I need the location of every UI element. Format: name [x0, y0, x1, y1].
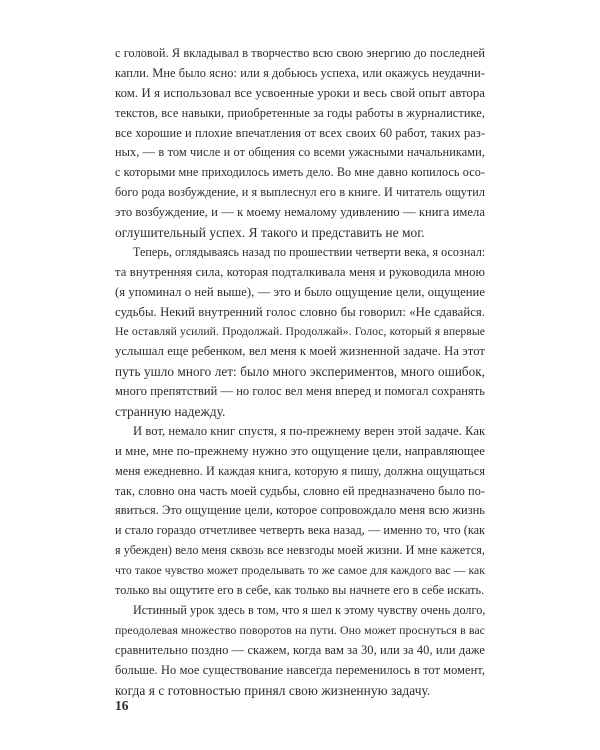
text-line: с которыми мне приходилось иметь дело. Во мне давно копилось осо- [115, 165, 485, 180]
text-line: все хорошие и плохие впечатления от всех своих 60 работ, таких раз- [115, 125, 485, 140]
text-line: что такое чувство может проделывать то же самое для каждого вас — как [115, 564, 485, 578]
text-line: только вы ощутите его в себе, как только вы начнете его в себе искать. [115, 583, 485, 598]
text-line: и стало гораздо отчетливее четверть века назад, — именно то, что (как [115, 523, 485, 538]
text-line: так, словно она часть моей судьбы, словно ей предназначено было по- [115, 483, 485, 498]
text-line: услышал еще ребенком, вел меня к моей жизненной задаче. На этот [115, 344, 485, 359]
text-line: Теперь, оглядываясь назад по прошествии четверти века, я осознал: [133, 244, 486, 259]
text-line: больше. Но мое существование навсегда переменилось в тот момент, [115, 662, 485, 677]
text-line: я убежден) вело меня сквозь все невзгоды моей жизни. И мне кажется, [115, 543, 485, 558]
paragraph-1 [115, 44, 485, 243]
text-line: преодолевая множество поворотов на пути. Оно может проснуться в вас [115, 622, 485, 637]
text-line: та внутренняя сила, которая подталкивала меня и руководила мною [115, 264, 485, 279]
text-line: ком. И я использовал все усвоенные уроки и весь свой опыт автора [115, 85, 485, 100]
text-line: оглушительный успех. Я такого и представить не мог. [115, 225, 425, 241]
paragraph-2 [115, 243, 485, 422]
text-line: странную надежду. [115, 404, 226, 420]
text-line: бого рода возбуждение, и я выплеснул его в книге. И читатель ощутил [115, 185, 485, 200]
text-line: много препятствий — но голос вел меня вперед и помогал сохранять [115, 384, 485, 399]
text-line: текстов, все навыки, приобретенные за годы работы в журналистике, [115, 105, 485, 120]
text-line: сравнительно поздно — скажем, когда вам за 30, или за 40, или даже [115, 642, 485, 657]
page-number: 16 [115, 698, 129, 713]
text-line: судьбы. Некий внутренний голос словно бы говорил: «Не сдавайся. [115, 304, 485, 319]
text-line: ных, — в том числе и от общения со всеми ужасными начальниками, [115, 145, 485, 160]
text-line: Истинный урок здесь в том, что я шел к этому чувству очень долго, [133, 602, 486, 617]
text-line: (я упоминал о ней выше), — это и было ощущение цели, ощущение [115, 284, 485, 299]
text-line: когда я с готовностью принял свою жизненную задачу. [115, 682, 431, 698]
text-line: путь ушло много лет: было много экспериментов, много ошибок, [115, 364, 485, 380]
text-line: явиться. Это ощущение цели, которое сопровождало меня всю жизнь [115, 503, 485, 518]
paragraph-4 [115, 601, 485, 700]
body-text [115, 44, 485, 700]
text-line: меня ежедневно. И каждая книга, которую я пишу, должна ощущаться [115, 463, 485, 478]
paragraph-3 [115, 422, 485, 601]
text-line: это возбуждение, и — к моему немалому удивлению — книга имела [115, 205, 485, 220]
text-line: капли. Мне было ясно: или я добьюсь успеха, или окажусь неудачни- [115, 65, 485, 80]
text-line: Не оставляй усилий. Продолжай. Продолжай». Голос, который я впервые [115, 325, 485, 339]
text-line: и мне, мне по-прежнему нужно это ощущение цели, направляющее [115, 443, 485, 458]
text-line: И вот, немало книг спустя, я по-прежнему верен этой задаче. Как [133, 423, 486, 438]
text-line: с головой. Я вкладывал в творчество всю свою энергию до последней [115, 46, 485, 60]
